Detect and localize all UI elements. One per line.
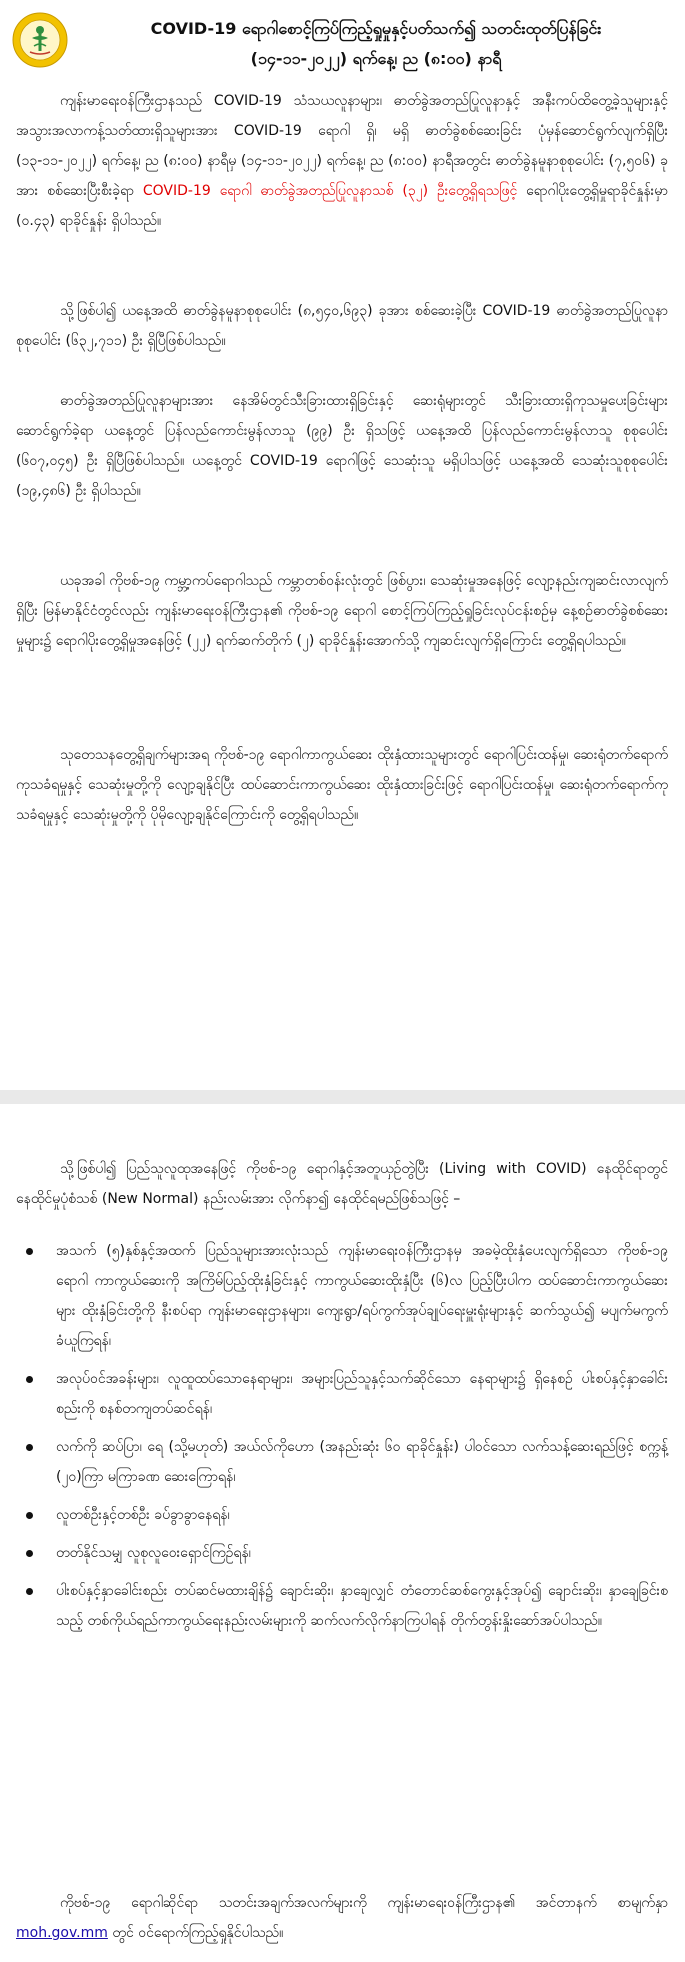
paragraph-text: တွင် ဝင်ရောက်ကြည့်ရှုနိုင်ပါသည်။ bbox=[107, 1925, 284, 1941]
paragraph-vaccine-research: သုတေသနတွေ့ရှိချက်များအရ ကိုဗစ်-၁၉ ရောဂါကာကွယ်ဆေး ထိုးနှံထားသူများတွင် ရောဂါပြင်းထန်မှု၊ ဆေးရုံတက်ရောက်ကုသခံရမှုနှင့် သေဆုံးမှုတို့ကို လျော့ချနိုင်ပြီး ထပ်ဆောင်းကာကွယ်ဆေး ထိုးနှံထားခြင်းဖြင့် ရောဂါပြင်းထန်မှု၊ ဆေးရုံတက်ရောက်ကုသခံရမှုနှင့် သေဆုံးမှုတို့ကို ပိုမိုလျော့ချနိုင်ကြောင်းကို တွေ့ရှိရပါသည်။ bbox=[16, 747, 668, 823]
list-item bbox=[16, 1236, 668, 1356]
paragraph-positivity-trend: ယခုအခါ ကိုဗစ်-၁၉ ကမ္ဘာ့ကပ်ရောဂါသည် ကမ္ဘာတစ်ဝန်းလုံးတွင် ဖြစ်ပွား၊ သေဆုံးမှုအနေဖြင့် လျော့နည်းကျဆင်းလာလျက်ရှိပြီး မြန်မာနိုင်ငံတွင်လည်း ကျန်းမာရေးဝန်ကြီးဌာန၏ ကိုဗစ်-၁၉ ရောဂါ စောင့်ကြပ်ကြည့်ရှုခြင်းလုပ်ငန်းစဉ်မှ နေ့စဉ်ဓာတ်ခွဲစစ်ဆေးမှုများ၌ ရောဂါပိုးတွေ့ရှိမှုအနေဖြင့် (၂၂) ရက်ဆက်တိုက် (၂) ရာခိုင်နှုန်းအောက်သို့ ကျဆင်းလျက်ရှိကြောင်း တွေ့ရှိရပါသည်။ bbox=[16, 573, 668, 649]
paragraph-text: ကိုဗစ်-၁၉ ရောဂါဆိုင်ရာ သတင်းအချက်အလက်များကို ကျန်းမာရေးဝန်ကြီးဌာန၏ အင်တာနက် စာမျက်နှာ bbox=[60, 1895, 668, 1911]
title-line-2: (၁၄-၁၁-၂၀၂၂) ရက်နေ့၊ ည (၈:၀၀) နာရီ bbox=[250, 49, 502, 68]
page-separator bbox=[0, 1090, 685, 1104]
list-item-text: ပါးစပ်နှင့်နှာခေါင်းစည်း တပ်ဆင်မထားချိန်၌ ချောင်းဆိုး၊ နှာချေလျှင် တံတောင်ဆစ်ကွေးနှင့်အုပ်၍ ချောင်းဆိုး၊ နှာချေခြင်းစသည့် တစ်ကိုယ်ရည်ကာကွယ်ရေးနည်းလမ်းများကို ဆက်လက်လိုက်နာကြပါရန် တိုက်တွန်းနှိုးဆော်အပ်ပါသည်။ bbox=[56, 1583, 668, 1629]
list-item-text: တတ်နိုင်သမျှ လူစုလူဝေးရှောင်ကြဉ်ရန်၊ bbox=[56, 1545, 251, 1561]
guidance-list bbox=[16, 1236, 668, 1636]
list-item bbox=[16, 1538, 668, 1568]
paragraph-testing-summary bbox=[16, 86, 668, 236]
list-item bbox=[16, 1432, 668, 1492]
paragraph-cumulative-cases: သို့ဖြစ်ပါ၍ ယနေ့အထိ ဓာတ်ခွဲနမူနာစုစုပေါင်း (၈,၅၄၀,၆၉၃) ခုအား စစ်ဆေးခဲ့ပြီး COVID-19 ဓာတ်ခွဲအတည်ပြုလူနာ စုစုပေါင်း (၆၃၂,၇၁၁) ဦး ရှိပြီဖြစ်ပါသည်။ bbox=[16, 303, 668, 349]
moh-website-link[interactable]: moh.gov.mm bbox=[16, 1925, 108, 1941]
bullet-icon bbox=[26, 1248, 33, 1255]
paragraph-text: ကျန်းမာရေးဝန်ကြီးဌာနသည် COVID-19 သံသယလူနာများ၊ ဓာတ်ခွဲအတည်ပြုလူနာနှင့် အနီးကပ်ထိတွေ့ခဲ့သူများနှင့် အသွားအလာကန့်သတ်ထားရှိသူများအား COVID-19 ရောဂါ ရှိ၊ မရှိ ဓာတ်ခွဲစစ်ဆေးခြင်း ပုံမှန်ဆောင်ရွက်လျက်ရှိပြီး (၁၃-၁၁-၂၀၂၂) ရက်နေ့၊ ည (၈:၀၀) နာရီမှ (၁၄-၁၁-၂၀၂၂) ရက်နေ့၊ ည (၈:၀၀) နာရီအတွင်း ဓာတ်ခွဲနမူနာစုစုပေါင်း (၇,၅၀၆) ခုအား စစ်ဆေးပြီးစီးခဲ့ရာ bbox=[16, 93, 668, 199]
list-item-text: အသက် (၅)နှစ်နှင့်အထက် ပြည်သူများအားလုံးသည် ကျန်းမာရေးဝန်ကြီးဌာနမှ အခမဲ့ထိုးနှံပေးလျက်ရှိသော ကိုဗစ်-၁၉ ရောဂါ ကာကွယ်ဆေးကို အကြိမ်ပြည့်ထိုးနှံခြင်းနှင့် ကာကွယ်ဆေးထိုးနှံပြီး (၆)လ ပြည့်ပြီးပါက ထပ်ဆောင်းကာကွယ်ဆေးများ ထိုးနှံခြင်းတို့ကို နီးစပ်ရာ ကျန်းမာရေးဌာနများ၊ ကျေးရွာ/ရပ်ကွက်အုပ်ချုပ်ရေးမှူးရုံးများနှင့် ဆက်သွယ်၍ မပျက်မကွက် ခံယူကြရန်၊ bbox=[56, 1243, 668, 1349]
bullet-icon bbox=[26, 1512, 33, 1519]
new-cases-highlight: COVID-19 ရောဂါ ဓာတ်ခွဲအတည်ပြုလူနာသစ် (၃၂) ဦးတွေ့ရှိရသဖြင့် bbox=[142, 183, 518, 199]
list-item bbox=[16, 1500, 668, 1530]
document-title bbox=[76, 14, 676, 74]
ministry-seal-icon bbox=[12, 12, 68, 68]
bullet-icon bbox=[26, 1376, 33, 1383]
paragraph-closing bbox=[16, 1888, 668, 1948]
bullet-icon bbox=[26, 1588, 33, 1595]
title-line-1: COVID-19 ရောဂါစောင့်ကြပ်ကြည့်ရှုမှုနှင့်ပတ်သက်၍ သတင်းထုတ်ပြန်ခြင်း bbox=[150, 19, 602, 38]
paragraph-text: ရောဂါပိုးတွေ့ရှိမှုရာခိုင်နှုန်းမှာ (၀.၄၃) ရာခိုင်နှုန်း ရှိပါသည်။ bbox=[16, 183, 668, 229]
list-item bbox=[16, 1364, 668, 1424]
ministry-of-health-logo bbox=[12, 12, 68, 68]
list-item bbox=[16, 1576, 668, 1636]
list-item-text: လူတစ်ဦးနှင့်တစ်ဦး ခပ်ခွာခွာနေရန်၊ bbox=[56, 1507, 230, 1523]
list-item-text: အလုပ်ဝင်အခန်းများ၊ လူထူထပ်သောနေရာများ၊ အများပြည်သူနှင့်သက်ဆိုင်သော နေရာများ၌ ရှိနေစဉ် ပါးစပ်နှင့်နှာခေါင်းစည်းကို စနစ်တကျတပ်ဆင်ရန်၊ bbox=[56, 1371, 668, 1417]
list-item-text: လက်ကို ဆပ်ပြာ၊ ရေ (သို့မဟုတ်) အယ်လ်ကိုဟော (အနည်းဆုံး ၆၀ ရာခိုင်နှုန်း) ပါဝင်သော လက်သန့်ဆေးရည်ဖြင့် စက္ကန့် (၂၀)ကြာ မကြာခဏ ဆေးကြောရန်၊ bbox=[56, 1439, 668, 1485]
page-two bbox=[0, 1104, 685, 1962]
paragraph-living-with-covid: သို့ဖြစ်ပါ၍ ပြည်သူလူထုအနေဖြင့် ကိုဗစ်-၁၉ ရောဂါနှင့်အတူယှဉ်တွဲပြီး (Living with COVID) နေထိုင်ရာတွင် နေထိုင်မှုပုံစံသစ် (New Normal) နည်းလမ်းအား လိုက်နာ၍ နေထိုင်ရမည်ဖြစ်သဖြင့် – bbox=[16, 1161, 668, 1207]
bullet-icon bbox=[26, 1550, 33, 1557]
bullet-icon bbox=[26, 1444, 33, 1451]
paragraph-recoveries-deaths: ဓာတ်ခွဲအတည်ပြုလူနာများအား နေအိမ်တွင်သီးခြားထားရှိခြင်းနှင့် ဆေးရုံများတွင် သီးခြားထားရှိကုသမှုပေးခြင်းများ ဆောင်ရွက်ခဲ့ရာ ယနေ့တွင် ပြန်လည်ကောင်းမွန်လာသူ (၉၉) ဦး ရှိသဖြင့် ယနေ့အထိ ပြန်လည်ကောင်းမွန်လာသူ စုစုပေါင်း (၆၀၇,၀၄၅) ဦး ရှိပြီဖြစ်ပါသည်။ ယနေ့တွင် COVID-19 ရောဂါဖြင့် သေဆုံးသူ မရှိပါသဖြင့် ယနေ့အထိ သေဆုံးသူစုစုပေါင်း (၁၉,၄၈၆) ဦး ရှိပါသည်။ bbox=[16, 393, 668, 499]
